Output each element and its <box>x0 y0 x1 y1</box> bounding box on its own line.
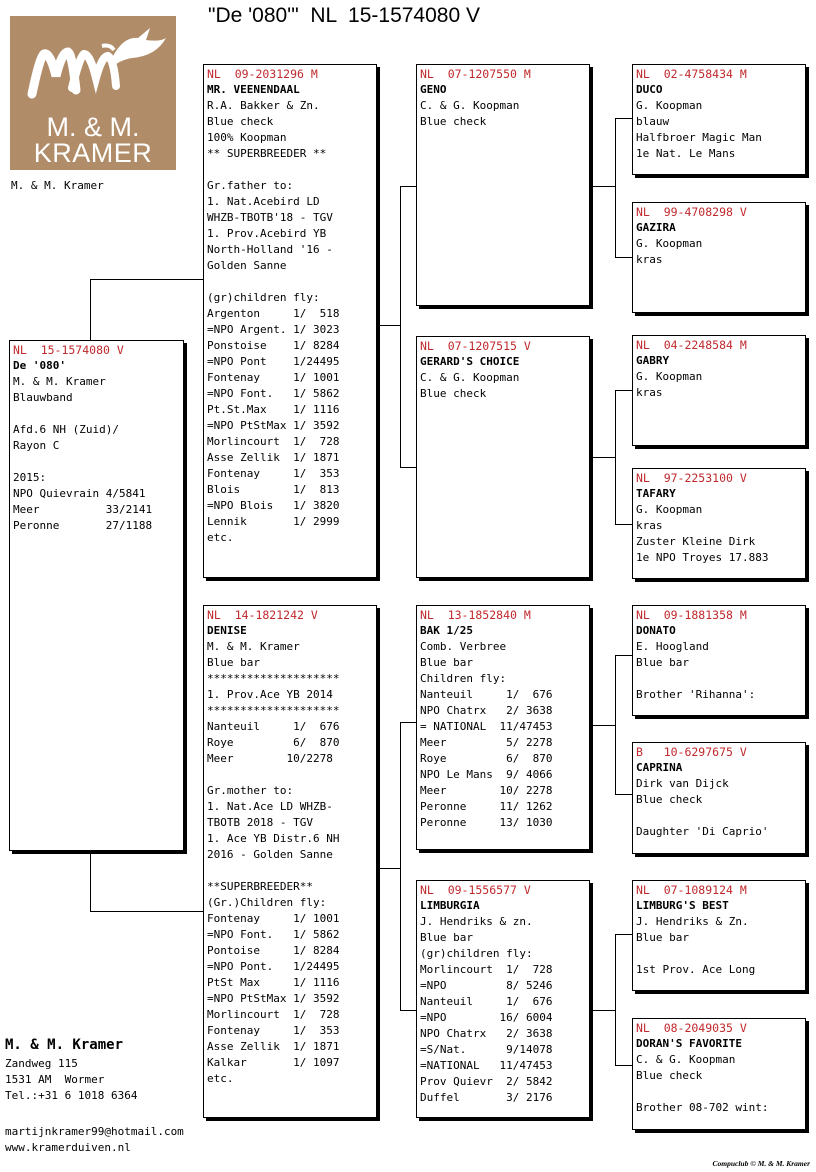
ring-number: NL 04-2248584 M <box>636 338 747 352</box>
pedigree-line: Gr.father to: <box>207 179 294 192</box>
pedigree-box-dam <box>203 605 377 1118</box>
connector-line <box>400 722 417 723</box>
pedigree-box-sire-dam <box>416 336 590 578</box>
pedigree-line: Afd.6 NH (Zuid)/ <box>13 423 119 436</box>
pedigree-line: =NATIONAL 11/47453 <box>420 1059 553 1072</box>
pedigree-line: Duffel 3/ 2176 <box>420 1091 553 1104</box>
connector-line <box>90 851 91 912</box>
pedigree-box-dam-sire <box>416 605 590 850</box>
connector-line <box>400 467 417 468</box>
pedigree-line: =S/Nat. 9/14078 <box>420 1043 553 1056</box>
pedigree-line: **SUPERBREEDER** <box>207 880 313 893</box>
ring-number: NL 97-2253100 V <box>636 471 747 485</box>
connector-line <box>615 1065 632 1066</box>
owner-email[interactable]: martijnkramer99@hotmail.com <box>5 1125 184 1138</box>
pedigree-line: 1e Nat. Le Mans <box>636 147 736 160</box>
pedigree-line: Halfbroer Magic Man <box>636 131 762 144</box>
owner-caption: M. & M. Kramer <box>11 179 104 192</box>
pedigree-box-ddd <box>632 1018 806 1130</box>
pedigree-line: Children fly: <box>420 672 507 685</box>
pedigree-line: NPO Quievrain 4/5841 <box>13 487 146 500</box>
pigeon-name: GERARD'S CHOICE <box>420 355 520 368</box>
ring-number: NL 07-1207550 M <box>420 67 531 81</box>
pedigree-line: Blue bar <box>420 656 473 669</box>
pedigree-line: M. & M. Kramer <box>207 640 300 653</box>
ring-number: NL 09-1556577 V <box>420 883 531 897</box>
dove-mm-logo-icon <box>10 16 176 116</box>
pedigree-line: G. Koopman <box>636 99 703 112</box>
connector-line <box>377 325 400 326</box>
pedigree-line: Brother 'Rihanna': <box>636 688 756 701</box>
connector-line <box>590 186 615 187</box>
ring-number: NL 99-4708298 V <box>636 205 747 219</box>
pedigree-line: Blue check <box>420 387 487 400</box>
pedigree-line: Nanteuil 1/ 676 <box>420 688 553 701</box>
pedigree-line: Dirk van Dijck <box>636 777 729 790</box>
page-title: "De '080'" NL 15-1574080 V <box>208 4 480 27</box>
owner-contact <box>5 1124 184 1156</box>
pedigree-line: G. Koopman <box>636 503 703 516</box>
pedigree-line: =NPO Font. 1/ 5862 <box>207 387 340 400</box>
pigeon-name: DENISE <box>207 624 247 637</box>
pedigree-line: = NATIONAL 11/47453 <box>420 720 553 733</box>
pedigree-line: Blue check <box>636 793 703 806</box>
owner-city: 1531 AM Wormer <box>5 1073 105 1086</box>
ring-number: NL 07-1207515 V <box>420 339 531 353</box>
pedigree-line: blauw <box>636 115 670 128</box>
connector-line <box>615 655 616 795</box>
pedigree-box-sdd <box>632 468 806 579</box>
pedigree-line: kras <box>636 386 663 399</box>
pigeon-name: GAZIRA <box>636 221 676 234</box>
owner-street: Zandweg 115 <box>5 1057 78 1070</box>
pedigree-line <box>207 274 373 290</box>
pedigree-line: =NPO Pont. 1/24495 <box>207 960 340 973</box>
pigeon-name: DORAN'S FAVORITE <box>636 1037 742 1050</box>
pedigree-line: Morlincourt 1/ 728 <box>207 435 340 448</box>
pedigree-line <box>13 406 180 422</box>
pedigree-line: Lennik 1/ 2999 <box>207 515 340 528</box>
pedigree-line: 1e NPO Troyes 17.883 <box>636 551 769 564</box>
pedigree-line: 1. Ace YB Distr.6 NH <box>207 832 340 845</box>
pedigree-line: =NPO PtStMax 1/ 3592 <box>207 992 340 1005</box>
pedigree-box-sds <box>632 335 806 446</box>
pedigree-line: PtSt Max 1/ 1116 <box>207 976 340 989</box>
pigeon-name: DUCO <box>636 83 663 96</box>
pedigree-line: Asse Zellik 1/ 1871 <box>207 1040 340 1053</box>
pedigree-line: =NPO Argent. 1/ 3023 <box>207 323 340 336</box>
pedigree-line: Peronne 27/1188 <box>13 519 153 532</box>
pedigree-line: Gr.mother to: <box>207 784 294 797</box>
pedigree-line: Fontenay 1/ 1001 <box>207 371 340 384</box>
pedigree-line: Argenton 1/ 518 <box>207 307 340 320</box>
pedigree-line: Golden Sanne <box>207 259 287 272</box>
pedigree-line: Blue bar <box>420 931 473 944</box>
pedigree-line: ******************** <box>207 672 340 685</box>
pedigree-line: Prov Quievr 2/ 5842 <box>420 1075 553 1088</box>
pedigree-line: WHZB-TBOTB'18 - TGV <box>207 211 333 224</box>
pedigree-line: Blue check <box>207 115 274 128</box>
pedigree-line: (gr)children fly: <box>420 947 533 960</box>
pedigree-line: Blue check <box>420 115 487 128</box>
pedigree-line: Daughter 'Di Caprio' <box>636 825 769 838</box>
connector-line <box>615 794 632 795</box>
pedigree-line: ******************** <box>207 704 340 717</box>
connector-line <box>615 655 632 656</box>
pedigree-line: etc. <box>207 531 234 544</box>
ring-number: NL 09-2031296 M <box>207 67 318 81</box>
pedigree-line: (Gr.)Children fly: <box>207 896 327 909</box>
connector-line <box>590 1010 615 1011</box>
pedigree-line <box>636 808 802 824</box>
pedigree-line: Roye 6/ 870 <box>207 736 340 749</box>
owner-address <box>5 1036 137 1104</box>
connector-line <box>90 911 204 912</box>
pedigree-line: Blauwband <box>13 391 73 404</box>
pedigree-line: Zuster Kleine Dirk <box>636 535 756 548</box>
pedigree-line: C. & G. Koopman <box>420 371 520 384</box>
pedigree-box-dss <box>632 605 806 716</box>
pedigree-line: E. Hoogland <box>636 640 709 653</box>
pedigree-line: Fontenay 1/ 1001 <box>207 912 340 925</box>
pedigree-line: Blue bar <box>636 656 689 669</box>
pedigree-box-dds <box>632 880 806 991</box>
pedigree-line: Nanteuil 1/ 676 <box>420 995 553 1008</box>
pedigree-line: Blue bar <box>636 931 689 944</box>
pedigree-line: kras <box>636 519 663 532</box>
pedigree-line: Blois 1/ 813 <box>207 483 340 496</box>
connector-line <box>400 722 401 1011</box>
pedigree-line: =NPO Blois 1/ 3820 <box>207 499 340 512</box>
pedigree-line: J. Hendriks & Zn. <box>636 915 749 928</box>
connector-line <box>615 118 616 258</box>
pedigree-line: Morlincourt 1/ 728 <box>207 1008 340 1021</box>
connector-line <box>400 186 401 468</box>
pedigree-line <box>13 454 180 470</box>
pedigree-line <box>636 671 802 687</box>
pedigree-line: M. & M. Kramer <box>13 375 106 388</box>
ring-number: B 10-6297675 V <box>636 745 747 759</box>
pedigree-line: NPO Chatrx 2/ 3638 <box>420 1027 553 1040</box>
pedigree-line: Blue bar <box>207 656 260 669</box>
pedigree-line: Meer 10/ 2278 <box>420 784 553 797</box>
pedigree-line: C. & G. Koopman <box>636 1053 736 1066</box>
pedigree-line <box>636 946 802 962</box>
pedigree-line: C. & G. Koopman <box>420 99 520 112</box>
ring-number: NL 08-2049035 V <box>636 1021 747 1035</box>
connector-line <box>377 868 400 869</box>
connector-line <box>400 1010 417 1011</box>
connector-line <box>615 934 632 935</box>
connector-line <box>590 725 615 726</box>
pedigree-line: (gr)children fly: <box>207 291 320 304</box>
pedigree-line: =NPO Pont 1/24495 <box>207 355 340 368</box>
pedigree-box-subject <box>9 340 184 851</box>
logo-line1: M. & M. <box>46 112 140 142</box>
pedigree-line: G. Koopman <box>636 237 703 250</box>
pedigree-line: G. Koopman <box>636 370 703 383</box>
pedigree-line: Fontenay 1/ 353 <box>207 1024 340 1037</box>
pedigree-line: ** SUPERBREEDER ** <box>207 147 327 160</box>
pigeon-name: GABRY <box>636 354 670 367</box>
pedigree-box-sss <box>632 64 806 175</box>
pedigree-box-ssd <box>632 202 806 313</box>
footer-credit: Compuclub © M. & M. Kramer <box>712 1159 810 1168</box>
pedigree-line: 2015: <box>13 471 47 484</box>
pedigree-box-dsd <box>632 742 806 854</box>
pedigree-line <box>207 767 373 783</box>
connector-line <box>615 118 632 119</box>
connector-line <box>400 186 417 187</box>
owner-phone: Tel.:+31 6 1018 6364 <box>5 1089 138 1102</box>
pedigree-line <box>207 162 373 178</box>
pigeon-name: LIMBURG'S BEST <box>636 899 729 912</box>
pedigree-line: Fontenay 1/ 353 <box>207 467 340 480</box>
pedigree-box-sire-sire <box>416 64 590 306</box>
pedigree-line: Meer 10/2278 <box>207 752 333 765</box>
pedigree-box-dam-dam <box>416 880 590 1118</box>
pedigree-line: Roye 6/ 870 <box>420 752 553 765</box>
pigeon-name: De '080' <box>13 359 66 372</box>
ring-number: NL 14-1821242 V <box>207 608 318 622</box>
pedigree-line: North-Holland '16 - <box>207 243 333 256</box>
ring-number: NL 02-4758434 M <box>636 67 747 81</box>
ring-number: NL 07-1089124 M <box>636 883 747 897</box>
pedigree-line: =NPO Font. 1/ 5862 <box>207 928 340 941</box>
pedigree-line <box>207 863 373 879</box>
pedigree-line: =NPO 8/ 5246 <box>420 979 553 992</box>
pedigree-line: TBOTB 2018 - TGV <box>207 816 313 829</box>
pedigree-line: 100% Koopman <box>207 131 287 144</box>
pedigree-line: etc. <box>207 1072 234 1085</box>
pigeon-name: LIMBURGIA <box>420 899 480 912</box>
pedigree-line: Comb. Verbree <box>420 640 507 653</box>
pigeon-name: CAPRINA <box>636 761 683 774</box>
pedigree-line: 1. Prov.Acebird YB <box>207 227 327 240</box>
pedigree-line: 2016 - Golden Sanne <box>207 848 333 861</box>
pedigree-line: 1. Nat.Ace LD WHZB- <box>207 800 333 813</box>
logo-line2: KRAMER <box>33 138 153 168</box>
pedigree-line: Peronne 13/ 1030 <box>420 816 553 829</box>
pedigree-line: Meer 5/ 2278 <box>420 736 553 749</box>
pedigree-line <box>636 1084 802 1100</box>
pedigree-line: J. Hendriks & zn. <box>420 915 533 928</box>
pedigree-line: NPO Chatrx 2/ 3638 <box>420 704 553 717</box>
pedigree-line: =NPO 16/ 6004 <box>420 1011 553 1024</box>
ring-number: NL 13-1852840 M <box>420 608 531 622</box>
pedigree-line: Kalkar 1/ 1097 <box>207 1056 340 1069</box>
connector-line <box>90 279 91 341</box>
pedigree-line: Rayon C <box>13 439 60 452</box>
pedigree-line: Asse Zellik 1/ 1871 <box>207 451 340 464</box>
ring-number: NL 09-1881358 M <box>636 608 747 622</box>
connector-line <box>615 390 632 391</box>
pedigree-box-sire <box>203 64 377 578</box>
pedigree-line: 1. Nat.Acebird LD <box>207 195 320 208</box>
pigeon-name: TAFARY <box>636 487 676 500</box>
pedigree-line: Morlincourt 1/ 728 <box>420 963 553 976</box>
owner-name: M. & M. Kramer <box>5 1037 124 1053</box>
pigeon-name: DONATO <box>636 624 676 637</box>
pedigree-line: 1. Prov.Ace YB 2014 <box>207 688 333 701</box>
owner-website[interactable]: www.kramerduiven.nl <box>5 1141 131 1154</box>
pedigree-line: Blue check <box>636 1069 703 1082</box>
connector-line <box>90 279 204 280</box>
pedigree-line: Peronne 11/ 1262 <box>420 800 553 813</box>
pedigree-line: Brother 08-702 wint: <box>636 1101 769 1114</box>
pigeon-name: GENO <box>420 83 447 96</box>
pedigree-line: kras <box>636 253 663 266</box>
ring-number: NL 15-1574080 V <box>13 343 124 357</box>
connector-line <box>615 390 616 525</box>
pedigree-line: Ponstoise 1/ 8284 <box>207 339 340 352</box>
pedigree-line: 1st Prov. Ace Long <box>636 963 756 976</box>
pedigree-line: Pt.St.Max 1/ 1116 <box>207 403 340 416</box>
pedigree-line: R.A. Bakker & Zn. <box>207 99 320 112</box>
pedigree-line: Meer 33/2141 <box>13 503 153 516</box>
connector-line <box>590 457 615 458</box>
pedigree-line: =NPO PtStMax 1/ 3592 <box>207 419 340 432</box>
pedigree-line: NPO Le Mans 9/ 4066 <box>420 768 553 781</box>
pigeon-name: MR. VEENENDAAL <box>207 83 300 96</box>
kramer-logo <box>10 16 176 170</box>
pedigree-line: Pontoise 1/ 8284 <box>207 944 340 957</box>
pigeon-name: BAK 1/25 <box>420 624 473 637</box>
connector-line <box>615 257 632 258</box>
connector-line <box>615 524 632 525</box>
connector-line <box>615 934 616 1066</box>
pedigree-line: Nanteuil 1/ 676 <box>207 720 340 733</box>
